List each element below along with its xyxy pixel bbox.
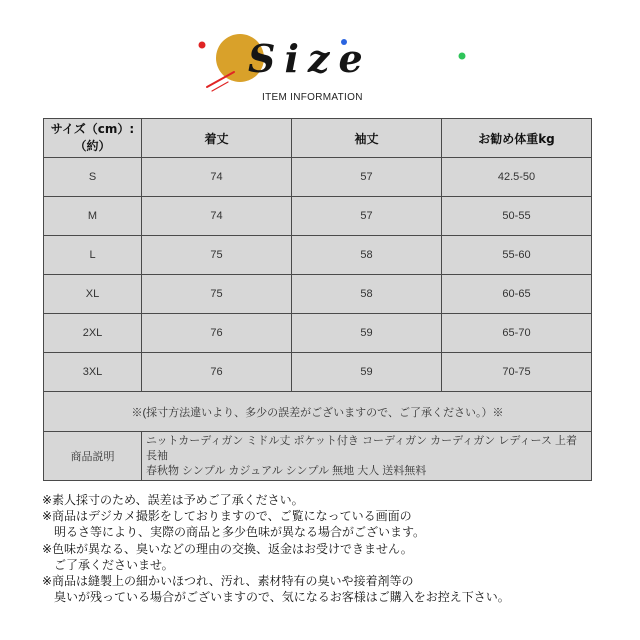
cell-sleeve: 59 — [292, 353, 442, 392]
table-row — [44, 236, 592, 275]
table-row — [44, 197, 592, 236]
size-table — [43, 118, 592, 481]
note-line: ※色味が異なる、臭いなどの理由の交換、返金はお受けできません。 — [42, 541, 413, 556]
table-row — [44, 353, 592, 392]
cell-length: 75 — [142, 275, 292, 314]
cell-weight: 60-65 — [442, 275, 592, 314]
header-length: 着丈 — [142, 119, 292, 158]
cell-size: L — [44, 236, 142, 275]
cell-length: 74 — [142, 197, 292, 236]
cell-size: XL — [44, 275, 142, 314]
cell-size: 3XL — [44, 353, 142, 392]
notes-block — [42, 492, 612, 605]
cell-size: S — [44, 158, 142, 197]
cell-length: 75 — [142, 236, 292, 275]
cell-sleeve: 58 — [292, 275, 442, 314]
note-line: ご了承くださいませ。 — [42, 557, 174, 572]
cell-sleeve: 57 — [292, 158, 442, 197]
size-title: Size — [248, 36, 372, 81]
note-line: 明るさ等により、実際の商品と多少色味が異なる場合がございます。 — [42, 525, 426, 540]
cell-length: 76 — [142, 353, 292, 392]
red-dot-icon — [199, 42, 206, 49]
note-line: 臭いが残っている場合がございますので、気になるお客様はご購入をお控え下さい。 — [42, 590, 510, 605]
table-row — [44, 275, 592, 314]
header — [0, 0, 640, 110]
cell-weight: 50-55 — [442, 197, 592, 236]
measurement-note: ※(採寸方法違いより、多少の誤差がございますので、ご了承ください。）※ — [44, 392, 592, 432]
note-line: ※素人採寸のため、誤差は予めご了承ください。 — [42, 493, 304, 507]
note-line: ※商品は縫製上の細かいほつれ、汚れ、素材特有の臭いや接着剤等の — [42, 574, 414, 589]
note-line: ※商品はデジカメ撮影をしておりますので、ご覧になっている画面の — [42, 509, 412, 524]
cell-size: 2XL — [44, 314, 142, 353]
table-row — [44, 314, 592, 353]
cell-size: M — [44, 197, 142, 236]
cell-length: 74 — [142, 158, 292, 197]
table-header-row — [44, 119, 592, 158]
header-weight: お勧め体重kg — [442, 119, 592, 158]
cell-weight: 65-70 — [442, 314, 592, 353]
cell-sleeve: 58 — [292, 236, 442, 275]
description-text — [142, 432, 592, 481]
cell-sleeve: 57 — [292, 197, 442, 236]
header-sleeve: 袖丈 — [292, 119, 442, 158]
cell-weight: 55-60 — [442, 236, 592, 275]
description-line: 春秋物 シンプル カジュアル シンプル 無地 大人 送料無料 — [146, 464, 427, 477]
header-size: サイズ（cm）: （約） — [44, 119, 142, 158]
cell-length: 76 — [142, 314, 292, 353]
cell-weight: 70-75 — [442, 353, 592, 392]
table-note-row — [44, 392, 592, 432]
table-row — [44, 158, 592, 197]
table-description-row — [44, 432, 592, 481]
green-dot-icon — [459, 53, 466, 60]
cell-sleeve: 59 — [292, 314, 442, 353]
cell-weight: 42.5-50 — [442, 158, 592, 197]
item-information-label: ITEM INFORMATION — [262, 92, 363, 103]
description-line: ニットカーディガン ミドル丈 ポケット付き コーディガン カーディガン レディース 上着 長袖 — [146, 434, 577, 462]
description-label: 商品説明 — [44, 432, 142, 481]
